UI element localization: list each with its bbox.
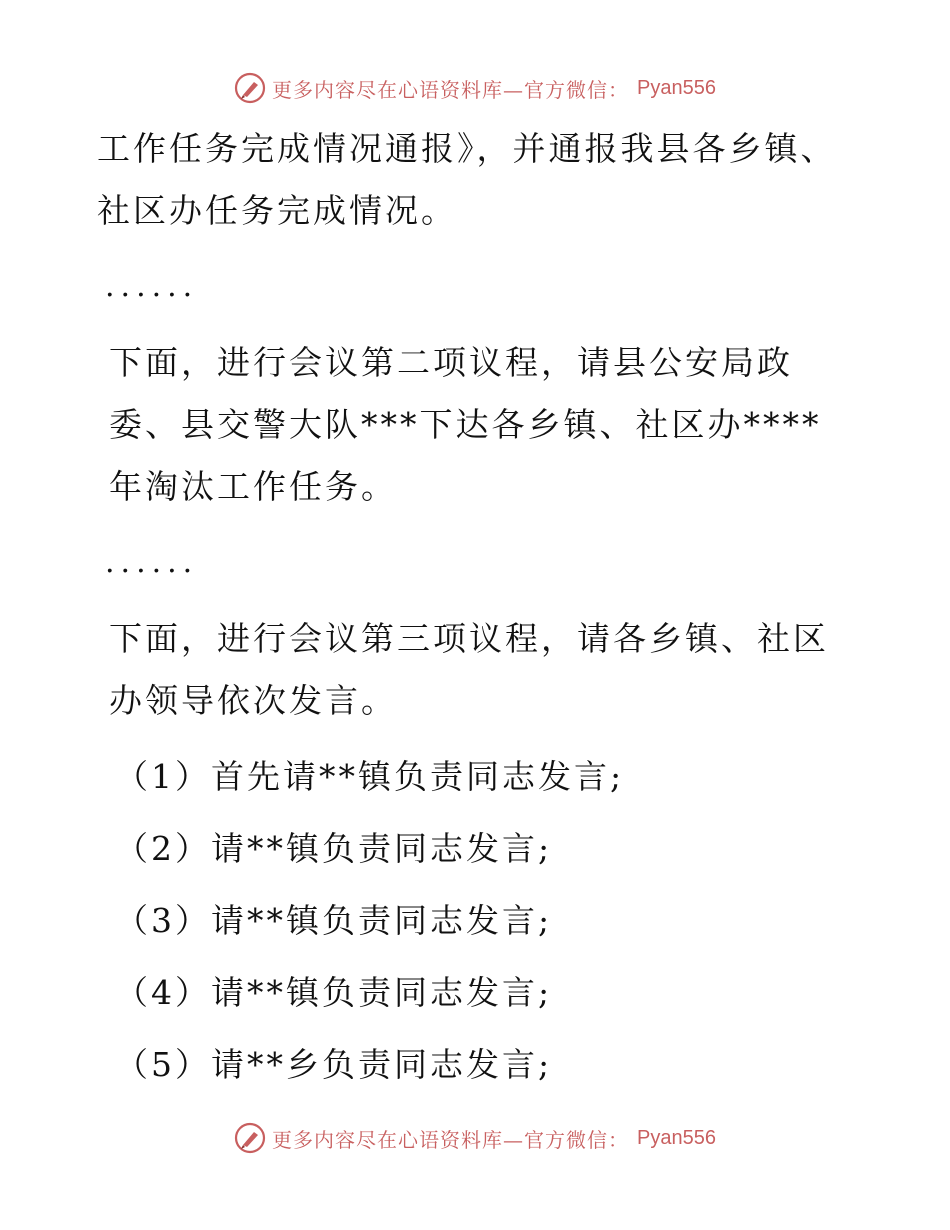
paragraph-2: 下面，进行会议第二项议程，请县公安局政委、县交警大队***下达各乡镇、社区办****年淘汰工作任务。 [109, 343, 822, 506]
pen-logo-icon [234, 72, 266, 104]
list-item-1: （1）首先请**镇负责同志发言; [115, 757, 625, 796]
paragraph-3: 下面，进行会议第三项议程，请各乡镇、社区办领导依次发言。 [109, 619, 829, 720]
list-item-4: （4）请**镇负责同志发言; [115, 973, 553, 1012]
list-item-2: （2）请**镇负责同志发言; [115, 829, 553, 868]
list-item-3: （3）请**镇负责同志发言; [115, 901, 553, 940]
pen-logo-icon [234, 1122, 266, 1154]
list-item-5: （5）请**乡负责同志发言; [115, 1045, 553, 1084]
watermark-wechat-id: Pyan556 [637, 1126, 716, 1149]
ellipsis-1: ...... [105, 269, 199, 304]
footer-watermark [0, 1122, 950, 1154]
watermark-text: 更多内容尽在心语资料库—官方微信： [272, 77, 630, 102]
document-body [97, 118, 857, 1106]
ellipsis-2: ...... [105, 545, 199, 580]
watermark-text: 更多内容尽在心语资料库—官方微信： [272, 1127, 630, 1152]
header-watermark [0, 72, 950, 104]
watermark-wechat-id: Pyan556 [637, 76, 716, 99]
paragraph-1: 工作任务完成情况通报》，并通报我县各乡镇、社区办任务完成情况。 [97, 129, 837, 230]
